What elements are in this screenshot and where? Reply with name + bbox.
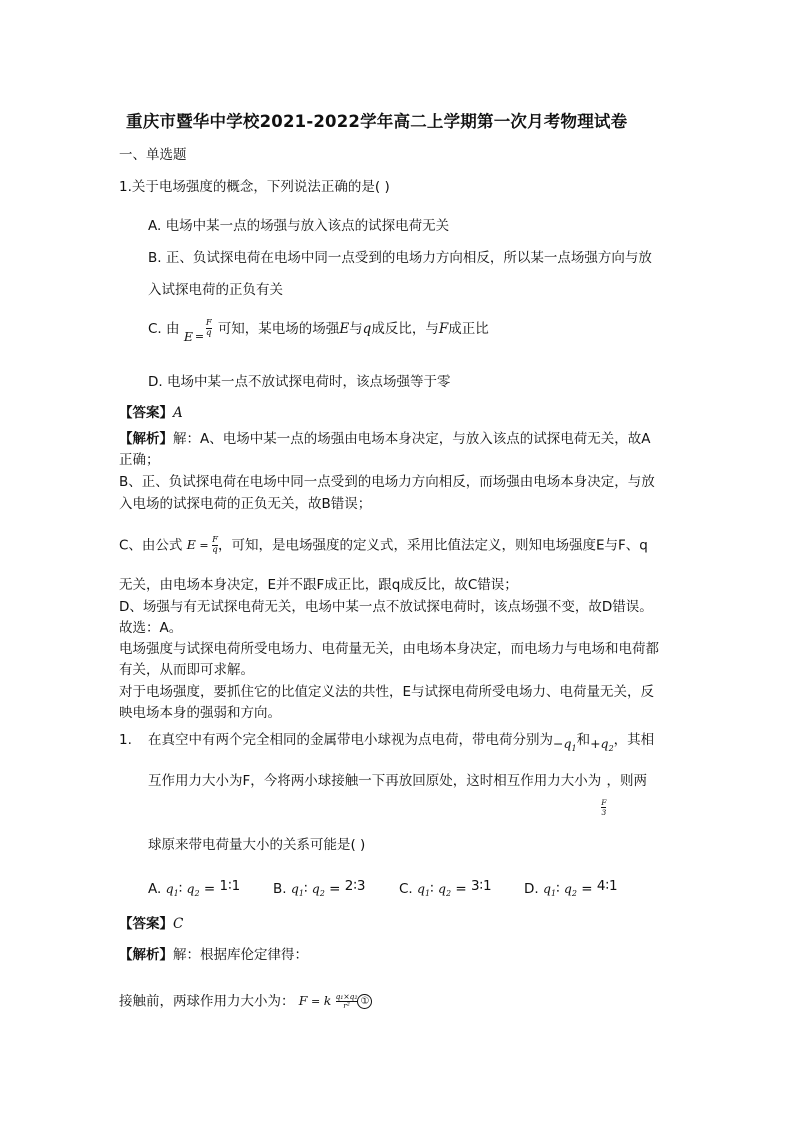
- formula-e-equals-f-over-q: E = F q: [183, 318, 212, 344]
- answer-label: 【答案】: [119, 405, 173, 421]
- analysis-line-6: 故选：A。: [119, 620, 183, 636]
- question-1-stem-text: 1.关于电场强度的概念，下列说法正确的是: [119, 179, 375, 195]
- question-2-stem-line3: 球原来带电荷量大小的关系可能是( ): [148, 837, 366, 853]
- formula-e-equals-f-over-q-inline: E = $\frac{F}{q}$: [186, 534, 218, 555]
- question-1-option-b-line1: B. 正、负试探电荷在电场中同一点受到的电场力方向相反，所以某一点场强方向与放: [148, 250, 652, 266]
- analysis-line-1b: 正确；: [119, 452, 160, 468]
- question-1-option-b-line2: 入试探电荷的正负有关: [148, 282, 283, 298]
- question-2-analysis-line-1: 【解析】解：根据库伦定律得：: [119, 947, 308, 963]
- answer-label: 【答案】: [119, 916, 173, 932]
- question-2-stem-line1: 在真空中有两个完全相同的金属带电小球视为点电荷，带电荷分别为$-q_1$和$+q_2$，其相: [148, 732, 655, 753]
- answer-blank: ( ): [374, 179, 390, 195]
- option-c-prefix: C. 由: [148, 321, 180, 337]
- analysis-line-7b: 有关，从而即可求解。: [119, 662, 254, 678]
- question-2-option-c: C. $q_1∶$ $q_2$ = 3∶1: [399, 878, 492, 898]
- question-2-option-b: B. $q_1∶$ $q_2$ = 2∶3: [273, 878, 366, 898]
- question-2-option-a: A. $q_1∶$ $q_2$ = 1∶1: [148, 878, 241, 898]
- question-1-answer: [119, 403, 183, 423]
- equation-marker: ①: [357, 994, 372, 1009]
- analysis-line-2: B、正、负试探电荷在电场中同一点受到的电场力方向相反，而场强由电场本身决定，与放: [119, 474, 655, 490]
- analysis-line-2b: 入电场的试探电荷的正负无关，故B错误；: [119, 496, 372, 512]
- question-1-option-c: C. 由 E = F q 可知，某电场的场强E与q成反比，与F成正比: [148, 313, 489, 339]
- analysis-label: 【解析】: [119, 431, 173, 447]
- analysis-line-5: D、场强与有无试探电荷无关，电场中某一点不放试探电荷时，该点场强不变，故D错误。: [119, 599, 653, 615]
- answer-value: A: [173, 405, 183, 421]
- analysis-line-8b: 映电场本身的强弱和方向。: [119, 705, 281, 721]
- section-heading: 一、单选题: [119, 147, 187, 163]
- analysis-line-1: 【解析】解：A、电场中某一点的场强由电场本身决定，与放入该点的试探电荷无关，故A: [119, 431, 651, 447]
- analysis-line-3: C、由公式 E = $\frac{F}{q}$ ，可知，是电场强度的定义式，采用比值法定义，则知电场强度E与F、q: [119, 534, 648, 555]
- analysis-line-7: 电场强度与试探电荷所受电场力、电荷量无关，由电场本身决定，而电场力与电场和电荷都: [119, 641, 659, 657]
- question-1-option-d: D. 电场中某一点不放试探电荷时，该点场强等于零: [148, 374, 451, 390]
- analysis-line-8: 对于电场强度，要抓住它的比值定义法的共性，E与试探电荷所受电场力、电荷量无关，反: [119, 684, 655, 700]
- page-title: 重庆市暨华中学校2021-2022学年高二上学期第一次月考物理试卷: [126, 112, 628, 131]
- formula-coulomb-law: F = k $\frac{\text{q₁×q₂}}{\text{r²}}$: [298, 991, 358, 1010]
- question-2-analysis-line-2: 接触前，两球作用力大小为： F = k $\frac{\text{q₁×q₂}}{\text{r²}}$ ①: [119, 991, 372, 1012]
- answer-blank: ( ): [350, 837, 366, 853]
- analysis-line-4: 无关，由电场本身决定，E并不跟F成正比，跟q成反比，故C错误；: [119, 577, 518, 593]
- question-2-number: 1.: [119, 732, 132, 748]
- option-c-text-4: 成正比: [448, 321, 489, 337]
- answer-value: C: [173, 916, 184, 932]
- question-2-stem-line2: 互作用力大小为F，今将两小球接触一下再放回原处，这时相互作用力大小为 $\frac{F}{3}$ ，则两: [148, 773, 647, 817]
- question-2-answer: [119, 914, 183, 934]
- option-c-text-3: 成反比，与: [371, 321, 439, 337]
- option-c-text-1: 可知，某电场的场强: [217, 321, 340, 337]
- option-c-text-2: 与: [349, 321, 363, 337]
- question-2-option-d: D. $q_1∶$ $q_2$ = 4∶1: [524, 878, 618, 898]
- question-1-stem: [119, 177, 390, 197]
- question-1-option-a: A. 电场中某一点的场强与放入该点的试探电荷无关: [148, 218, 450, 234]
- analysis-label: 【解析】: [119, 947, 173, 963]
